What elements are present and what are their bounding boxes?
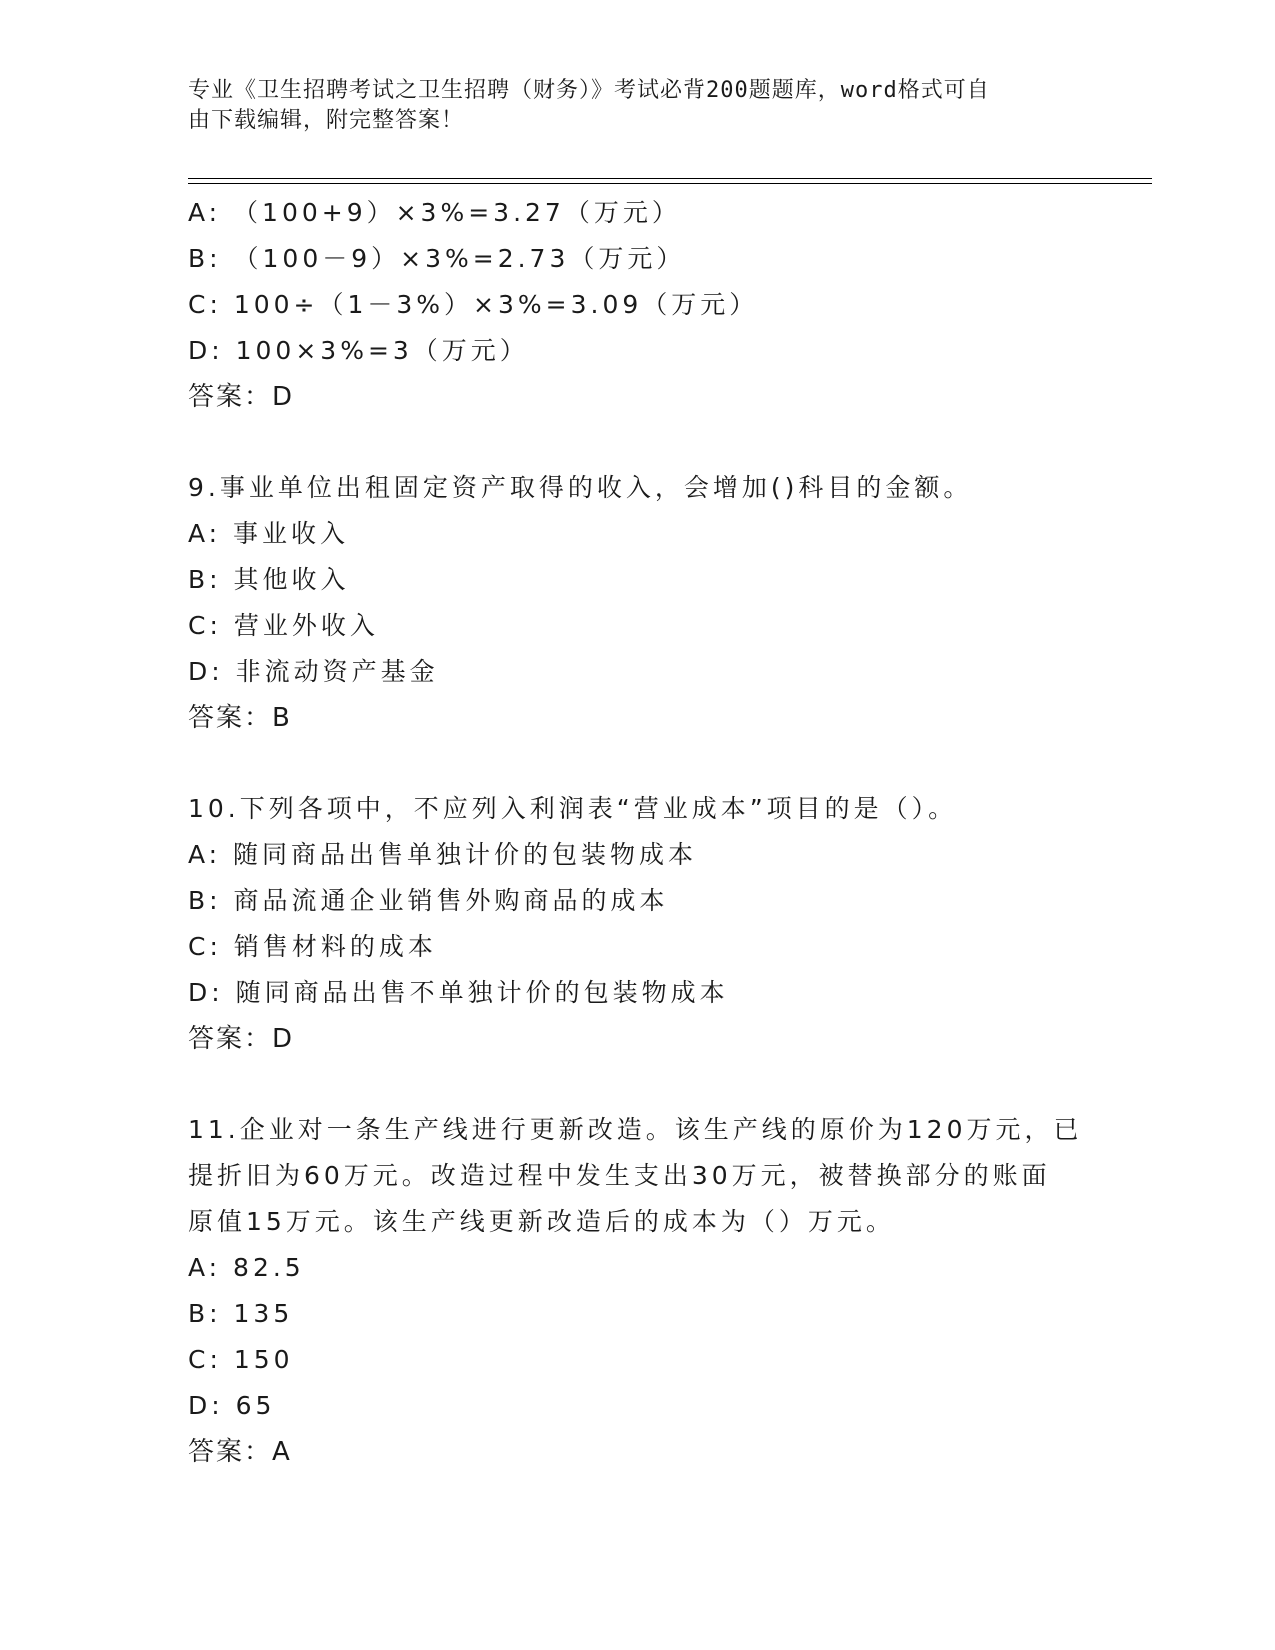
option-d: D: 65	[188, 1391, 276, 1420]
question-stem: 9.事业单位出租固定资产取得的收入，会增加()科目的金额。	[188, 473, 973, 502]
question-9	[188, 465, 1088, 741]
answer: 答案：D	[188, 382, 295, 412]
answer: 答案：B	[188, 703, 292, 733]
header-line-1: 专业《卫生招聘考试之卫生招聘（财务）》考试必背200题题库，word格式可自	[188, 78, 990, 103]
document-body	[188, 190, 1088, 1475]
option-c: C: 150	[188, 1345, 294, 1374]
option-a: A: （100+9）×3%=3.27（万元）	[188, 198, 681, 227]
answer: 答案：A	[188, 1437, 292, 1467]
option-b: B: 135	[188, 1299, 294, 1328]
option-c: C: 100÷（1－3%）×3%=3.09（万元）	[188, 290, 759, 319]
question-stem-line-3: 原值15万元。该生产线更新改造后的成本为（）万元。	[188, 1207, 895, 1236]
question-stem-line-2: 提折旧为60万元。改造过程中发生支出30万元，被替换部分的账面	[188, 1161, 1051, 1190]
question-8	[188, 190, 1088, 420]
option-a: A: 82.5	[188, 1253, 305, 1282]
question-10	[188, 786, 1088, 1062]
option-c: C: 销售材料的成本	[188, 932, 437, 961]
option-a: A: 事业收入	[188, 519, 350, 548]
answer: 答案：D	[188, 1024, 295, 1054]
option-b: B: （100－9）×3%=2.73（万元）	[188, 244, 686, 273]
header-line-2: 由下载编辑，附完整答案！	[188, 108, 465, 133]
option-b: B: 其他收入	[188, 565, 350, 594]
option-b: B: 商品流通企业销售外购商品的成本	[188, 886, 669, 915]
option-a: A: 随同商品出售单独计价的包装物成本	[188, 840, 698, 869]
question-11	[188, 1107, 1088, 1475]
header-divider-top	[188, 178, 1152, 179]
question-stem-line-1: 11.企业对一条生产线进行更新改造。该生产线的原价为120万元，已	[188, 1115, 1083, 1144]
option-d: D: 非流动资产基金	[188, 657, 439, 686]
option-d: D: 100×3%=3（万元）	[188, 336, 529, 365]
question-stem: 10.下列各项中，不应列入利润表“营业成本”项目的是（）。	[188, 794, 958, 823]
document-header	[188, 76, 1068, 136]
option-c: C: 营业外收入	[188, 611, 379, 640]
option-d: D: 随同商品出售不单独计价的包装物成本	[188, 978, 729, 1007]
header-divider-bottom	[188, 183, 1152, 184]
